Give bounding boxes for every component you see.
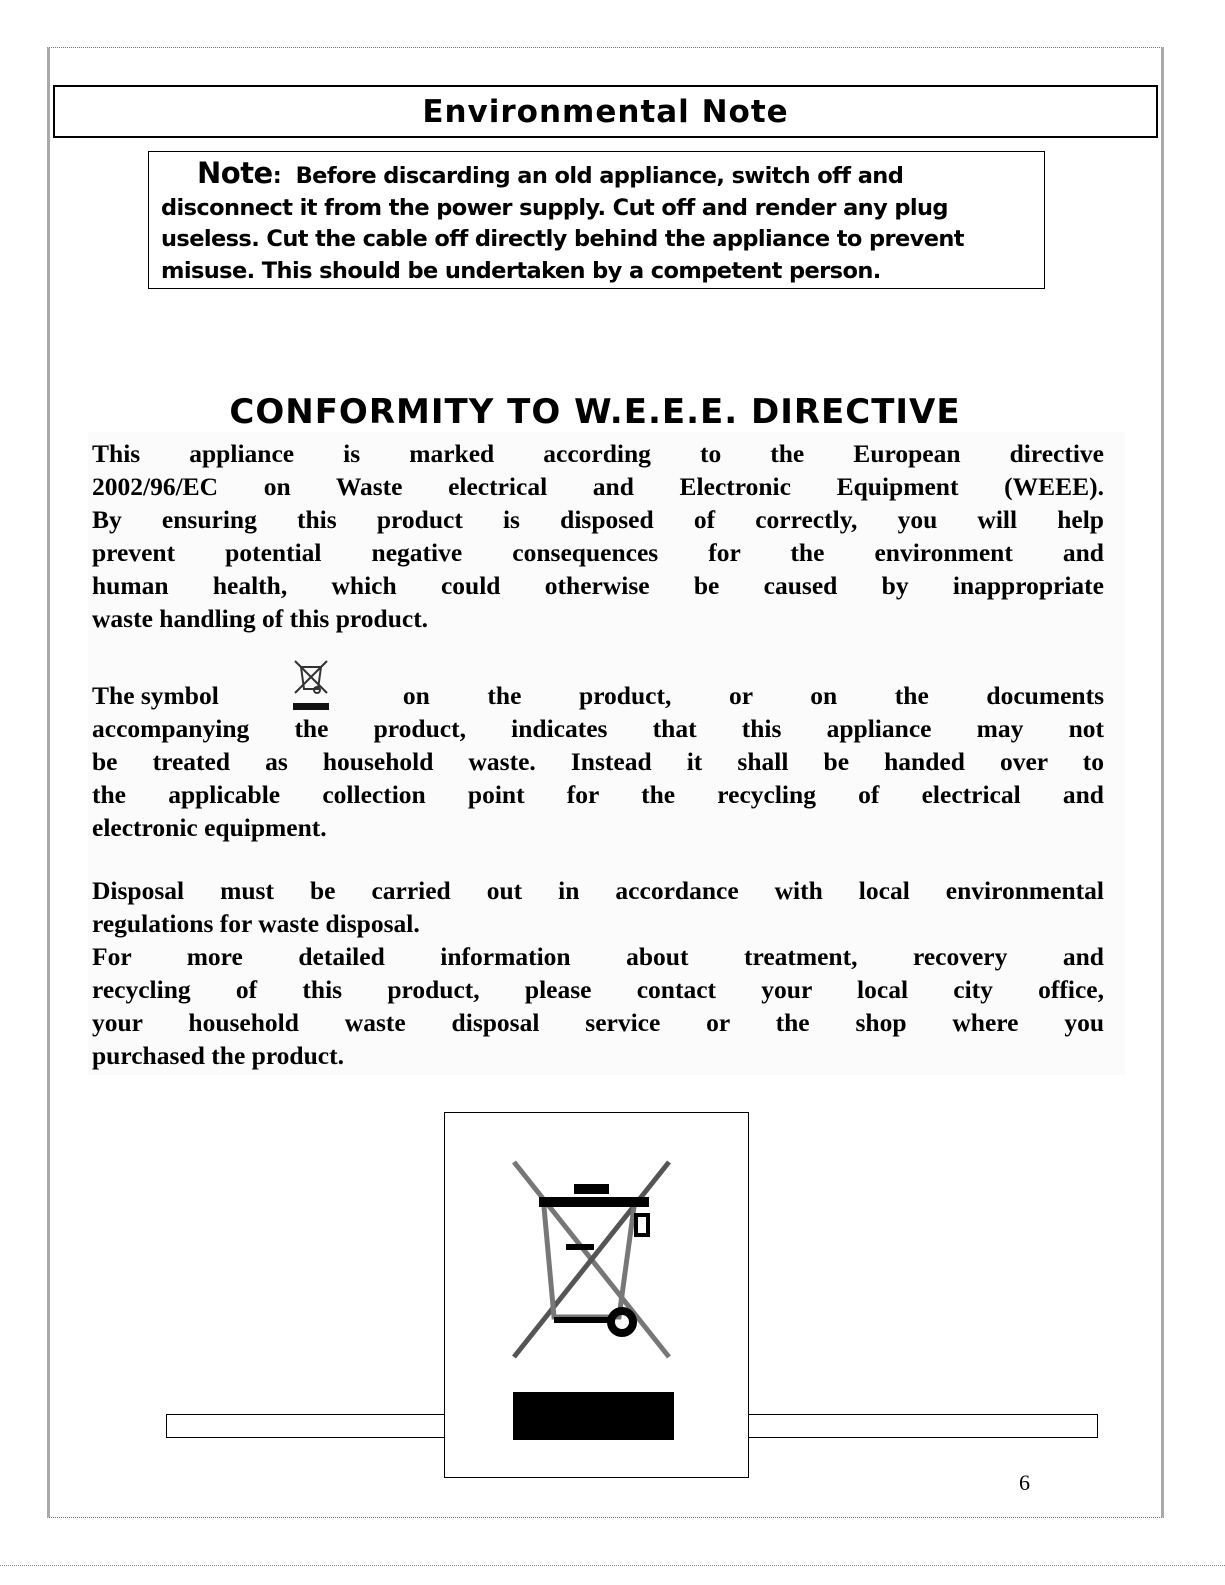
- note-line: disconnect it from the power supply. Cut off and render any plug: [161, 194, 948, 221]
- divider: [0, 1565, 1225, 1566]
- text-line: By ensuring this product is disposed of correctly, you will help: [92, 505, 1104, 534]
- note-line: misuse. This should be undertaken by a competent person.: [161, 257, 881, 284]
- note-colon: :: [272, 163, 282, 189]
- text-line: be treated as household waste. Instead it shall be handed over to: [92, 747, 1104, 776]
- text-line: your household waste disposal service or the shop where you: [92, 1008, 1104, 1037]
- text-line: accompanying the product, indicates that this appliance may not: [92, 714, 1104, 743]
- paragraph-symbol: [92, 679, 1104, 844]
- text-line: prevent potential negative consequences for the environment and: [92, 538, 1104, 567]
- section-title: Environmental Note: [53, 85, 1158, 138]
- note-line: Before discarding an old appliance, switch off and: [281, 163, 904, 189]
- text-line: electronic equipment.: [92, 813, 327, 842]
- crossed-out-bin-icon: [289, 657, 333, 715]
- symbol-suffix: on the product, or on the documents: [402, 681, 1104, 710]
- weee-symbol-box: [444, 1112, 749, 1478]
- text-line: regulations for waste disposal.: [92, 909, 420, 938]
- text-line: [92, 679, 1104, 712]
- text-line: waste handling of this product.: [92, 604, 429, 633]
- crossed-out-wheelie-bin-icon: [444, 1112, 749, 1478]
- text-line: purchased the product.: [92, 1041, 344, 1070]
- paragraph-disposal: [92, 874, 1104, 1072]
- text-line: human health, which could otherwise be caused by inappropriate: [92, 571, 1104, 600]
- text-line: For more detailed information about treatment, recovery and: [92, 942, 1104, 971]
- weee-heading: CONFORMITY TO W.E.E.E. DIRECTIVE: [229, 392, 961, 432]
- page-number: 6: [1019, 1470, 1030, 1495]
- text-line: 2002/96/EC on Waste electrical and Electronic Equipment (WEEE).: [92, 472, 1104, 501]
- text-line: the applicable collection point for the recycling of electrical and: [92, 780, 1104, 809]
- symbol-prefix: The symbol: [92, 681, 219, 710]
- weee-body: [88, 432, 1125, 1075]
- note-line: useless. Cut the cable off directly behind the appliance to prevent: [161, 226, 964, 252]
- text-line: recycling of this product, please contact your local city office,: [92, 975, 1104, 1004]
- text-line: Disposal must be carried out in accordance with local environmental: [92, 876, 1104, 905]
- paragraph-directive: [92, 437, 1104, 635]
- text-line: This appliance is marked according to the European directive: [92, 439, 1104, 468]
- note-box: [148, 151, 1045, 289]
- note-label: Note: [197, 156, 273, 190]
